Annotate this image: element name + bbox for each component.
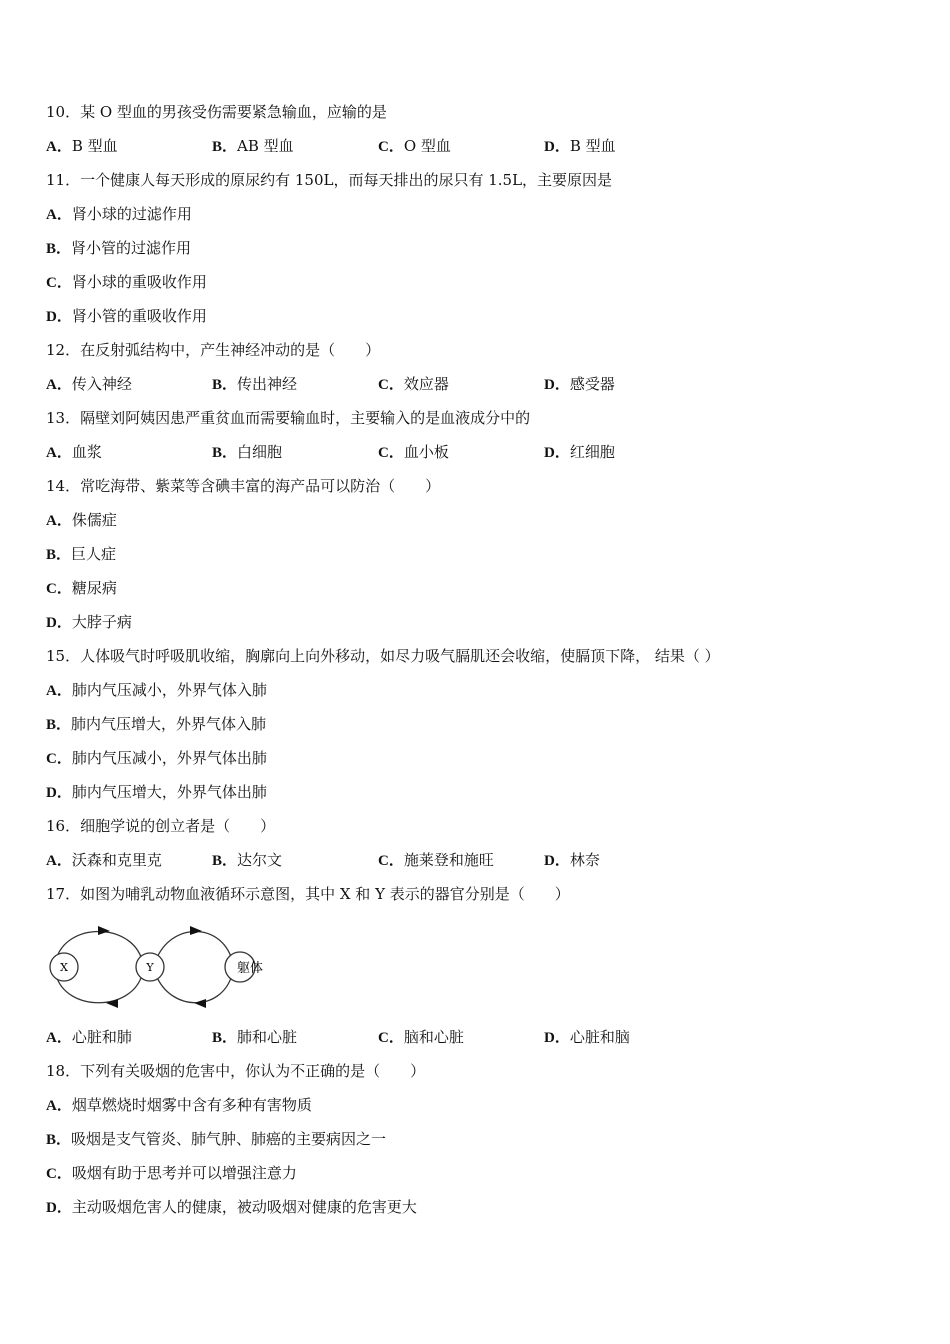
option-letter: D． (46, 1200, 72, 1216)
option-b (46, 1124, 926, 1158)
option-letter: B． (46, 1132, 72, 1148)
option-letter: C． (378, 377, 404, 393)
options-row (46, 845, 926, 879)
option-text: 侏儒症 (71, 511, 117, 529)
option-letter: B． (212, 445, 238, 461)
option-letter: D． (46, 785, 72, 801)
option-letter: C． (46, 275, 72, 291)
question-17 (46, 879, 926, 1056)
question-stem: 15．人体吸气时呼吸肌收缩，胸廓向上向外移动，如尽力吸气膈肌还会收缩，使膈顶下降， 结果（ ） (46, 647, 720, 665)
option-a (46, 505, 926, 539)
option-text: 林奈 (569, 851, 600, 869)
question-10 (46, 97, 926, 165)
option-c (46, 1158, 926, 1192)
option-text: 大脖子病 (71, 613, 132, 631)
options-row (46, 1022, 926, 1056)
options-row (46, 131, 926, 165)
option-letter: B． (212, 377, 238, 393)
option-c (378, 1022, 544, 1056)
option-d (544, 1022, 710, 1056)
question-stem: 16．细胞学说的创立者是（ ） (46, 817, 276, 835)
question-13 (46, 403, 926, 471)
option-text: 肺内气压增大，外界气体入肺 (71, 715, 267, 733)
option-text: 心脏和肺 (71, 1028, 132, 1046)
question-12 (46, 335, 926, 403)
option-c (378, 437, 544, 471)
option-letter: C． (378, 139, 404, 155)
option-letter: A． (46, 1030, 72, 1046)
option-letter: C． (46, 1166, 72, 1182)
option-text: 肾小管的过滤作用 (71, 239, 192, 257)
option-b (212, 845, 378, 879)
option-d (544, 845, 710, 879)
option-text: 肺内气压增大，外界气体出肺 (71, 783, 267, 801)
option-text: 吸烟是支气管炎、肺气肿、肺癌的主要病因之一 (71, 1130, 387, 1148)
option-letter: A． (46, 445, 72, 461)
option-letter: C． (378, 445, 404, 461)
option-text: 肺和心脏 (237, 1028, 298, 1046)
option-d (544, 369, 710, 403)
question-stem: 14．常吃海带、紫菜等含碘丰富的海产品可以防治（ ） (46, 477, 441, 495)
option-b (212, 437, 378, 471)
option-letter: C． (46, 581, 72, 597)
option-a (46, 1022, 212, 1056)
option-text: 效应器 (403, 375, 449, 393)
question-14 (46, 471, 926, 641)
option-a (46, 845, 212, 879)
option-text: 感受器 (569, 375, 615, 393)
option-letter: D． (46, 309, 72, 325)
circulation-diagram-svg (46, 917, 286, 1017)
option-letter: C． (46, 751, 72, 767)
option-text: 达尔文 (237, 851, 283, 869)
option-b (212, 369, 378, 403)
option-b (46, 539, 926, 573)
question-16 (46, 811, 926, 879)
option-c (378, 369, 544, 403)
option-d (46, 301, 926, 335)
option-c (378, 845, 544, 879)
option-letter: A． (46, 513, 72, 529)
question-15 (46, 641, 926, 811)
option-c (378, 131, 544, 165)
option-text: 肺内气压减小，外界气体入肺 (71, 681, 267, 699)
circulation-diagram (46, 913, 926, 1022)
option-letter: C． (378, 853, 404, 869)
option-text: 肺内气压减小，外界气体出肺 (71, 749, 267, 767)
options-row (46, 437, 926, 471)
option-letter: A． (46, 683, 72, 699)
option-text: 肾小球的重吸收作用 (71, 273, 207, 291)
arrow-right-icon (98, 926, 110, 935)
option-text: B 型血 (71, 137, 118, 155)
option-d (46, 607, 926, 641)
question-stem: 18．下列有关吸烟的危害中，你认为不正确的是（ ） (46, 1062, 426, 1080)
option-letter: D． (544, 853, 570, 869)
option-text: 心脏和脑 (569, 1028, 630, 1046)
arc-body-to-y (156, 975, 232, 1003)
option-a (46, 1090, 926, 1124)
option-text: AB 型血 (237, 137, 294, 155)
option-d (46, 1192, 926, 1226)
option-letter: A． (46, 207, 72, 223)
option-letter: A． (46, 1098, 72, 1114)
option-text: 白细胞 (237, 443, 283, 461)
question-stem: 17．如图为哺乳动物血液循环示意图，其中 X 和 Y 表示的器官分别是（ ） (46, 885, 570, 903)
option-text: 沃森和克里克 (71, 851, 162, 869)
label-y: Y (146, 961, 154, 974)
question-11 (46, 165, 926, 335)
option-text: 传出神经 (237, 375, 298, 393)
label-body: 躯体 (236, 961, 264, 976)
option-text: 主动吸烟危害人的健康，被动吸烟对健康的危害更大 (71, 1198, 417, 1216)
option-text: 烟草燃烧时烟雾中含有多种有害物质 (71, 1096, 312, 1114)
option-letter: B． (212, 1030, 238, 1046)
arrow-left-icon (194, 999, 206, 1008)
option-text: 糖尿病 (71, 579, 117, 597)
option-text: 传入神经 (71, 375, 132, 393)
option-b (46, 233, 926, 267)
option-text: 施莱登和施旺 (403, 851, 494, 869)
question-stem: 10．某 O 型血的男孩受伤需要紧急输血，应输的是 (46, 103, 387, 121)
option-letter: B． (212, 853, 238, 869)
option-text: 血小板 (403, 443, 449, 461)
option-letter: B． (46, 717, 72, 733)
question-18 (46, 1056, 926, 1226)
option-b (212, 1022, 378, 1056)
option-letter: D． (544, 1030, 570, 1046)
question-stem: 11．一个健康人每天形成的原尿约有 150L，而每天排出的尿只有 1.5L，主要原因是 (46, 171, 613, 189)
question-stem: 13．隔壁刘阿姨因患严重贫血而需要输血时，主要输入的是血液成分中的 (46, 409, 531, 427)
option-b (46, 709, 926, 743)
option-letter: C． (378, 1030, 404, 1046)
option-text: 肾小球的过滤作用 (71, 205, 192, 223)
option-text: 脑和心脏 (403, 1028, 464, 1046)
option-b (212, 131, 378, 165)
option-d (46, 777, 926, 811)
option-letter: B． (212, 139, 238, 155)
option-a (46, 437, 212, 471)
arrow-left-icon (106, 999, 118, 1008)
option-letter: A． (46, 853, 72, 869)
option-a (46, 369, 212, 403)
option-c (46, 743, 926, 777)
option-d (544, 437, 710, 471)
option-a (46, 131, 212, 165)
exam-document (46, 97, 926, 1226)
option-text: 血浆 (71, 443, 102, 461)
option-letter: D． (544, 445, 570, 461)
option-text: 吸烟有助于思考并可以增强注意力 (71, 1164, 297, 1182)
option-letter: A． (46, 139, 72, 155)
arc-y-to-body (156, 932, 232, 961)
option-text: 巨人症 (71, 545, 117, 563)
option-letter: B． (46, 547, 72, 563)
option-c (46, 573, 926, 607)
option-letter: D． (544, 377, 570, 393)
option-c (46, 267, 926, 301)
label-x: X (60, 961, 68, 974)
question-stem: 12．在反射弧结构中，产生神经冲动的是（ ） (46, 341, 381, 359)
option-letter: D． (46, 615, 72, 631)
option-text: 肾小管的重吸收作用 (71, 307, 207, 325)
option-a (46, 675, 926, 709)
arrow-right-icon (190, 926, 202, 935)
option-text: O 型血 (403, 137, 451, 155)
option-a (46, 199, 926, 233)
option-d (544, 131, 710, 165)
option-text: B 型血 (569, 137, 616, 155)
option-text: 红细胞 (569, 443, 615, 461)
option-letter: D． (544, 139, 570, 155)
option-letter: B． (46, 241, 72, 257)
option-letter: A． (46, 377, 72, 393)
options-row (46, 369, 926, 403)
